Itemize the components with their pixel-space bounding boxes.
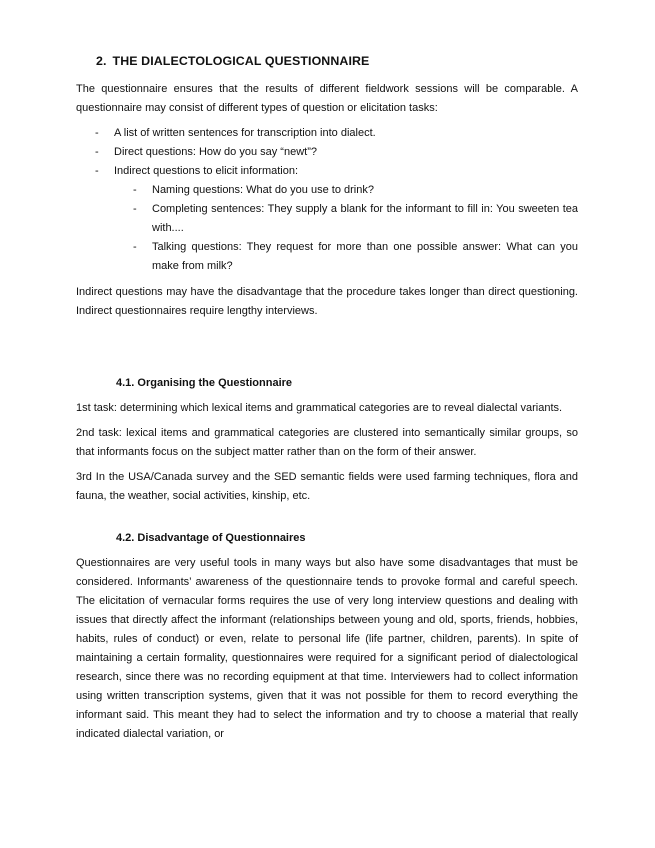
indirect-questions-sublist — [114, 181, 578, 276]
list-item: - Direct questions: How do you say “newt”? — [76, 143, 578, 162]
spacer — [76, 512, 578, 532]
dash-marker: - — [95, 165, 99, 177]
section-2-closing: Indirect questions may have the disadvantage that the procedure takes longer than direct questioning. Indirect questionnaires require lengthy interviews. — [76, 286, 578, 317]
section-4-1-heading: 4.1. Organising the Questionnaire — [116, 377, 293, 389]
dash-marker: - — [95, 127, 99, 139]
section-4-1-paragraph: 2nd task: lexical items and grammatical categories are clustered into semantically similar groups, so that informants focus on the subject matter rather than on the form of their answer. — [76, 427, 578, 458]
section-2-heading — [96, 54, 578, 68]
sublist-item: - Naming questions: What do you use to drink? — [114, 181, 578, 200]
dash-marker: - — [133, 184, 137, 196]
dash-marker: - — [133, 241, 137, 253]
list-item: - Indirect questions to elicit information: - Naming questions: What do you use to drink? - Completing sentences: They supply a blank for the informant to fill in: You sweeten tea with.... - Talking questions: They request for more than one possible answer: What can you make from milk? — [76, 162, 578, 276]
sublist-item: - Talking questions: They request for more than one possible answer: What can you make from milk? — [114, 238, 578, 276]
section-4-1-paragraph: 3rd In the USA/Canada survey and the SED semantic fields were used farming techniques, flora and fauna, the weather, social activities, kinship, etc. — [76, 471, 578, 502]
section-2-title: THE DIALECTOLOGICAL QUESTIONNAIRE — [112, 54, 370, 68]
section-2-intro: The questionnaire ensures that the results of different fieldwork sessions will be comparable. A questionnaire may consist of different types of question or elicitation tasks: — [76, 83, 578, 114]
section-2-number: 2. — [96, 54, 107, 68]
section-4-2-heading: 4.2. Disadvantage of Questionnaires — [116, 532, 306, 544]
sublist-item: - Completing sentences: They supply a blank for the informant to fill in: You sweeten tea with.... — [114, 200, 578, 238]
dash-marker: - — [95, 146, 99, 158]
list-item: - A list of written sentences for transcription into dialect. — [76, 124, 578, 143]
section-4-2-paragraph: Questionnaires are very useful tools in many ways but also have some disadvantages that must be considered. Informants’ awareness of the questionnaire tends to provoke formal and careful speech. The elicitation of vernacular forms requires the use of very long interview questions and dealing with issues that directly affect the informant (relationships between young and old, sports, friends, hobbies, habits, rules of conduct) or even, relate to personal life (life partner, children, parents). In spite of maintaining a certain formality, questionnaires were required for a significant period of dialectological research, since there was no recording equipment at that time. Interviewers had to collect information using written transcription systems, given that it was not possible for them to record everything the informant said. This meant they had to select the information and try to choose a material that really indicated dialectal variation, or — [76, 557, 578, 740]
dash-marker: - — [133, 203, 137, 215]
question-types-list — [76, 124, 578, 276]
document-page — [76, 54, 578, 750]
spacer — [76, 327, 578, 377]
section-4-1-paragraph: 1st task: determining which lexical items and grammatical categories are to reveal dialectal variants. — [76, 402, 563, 414]
